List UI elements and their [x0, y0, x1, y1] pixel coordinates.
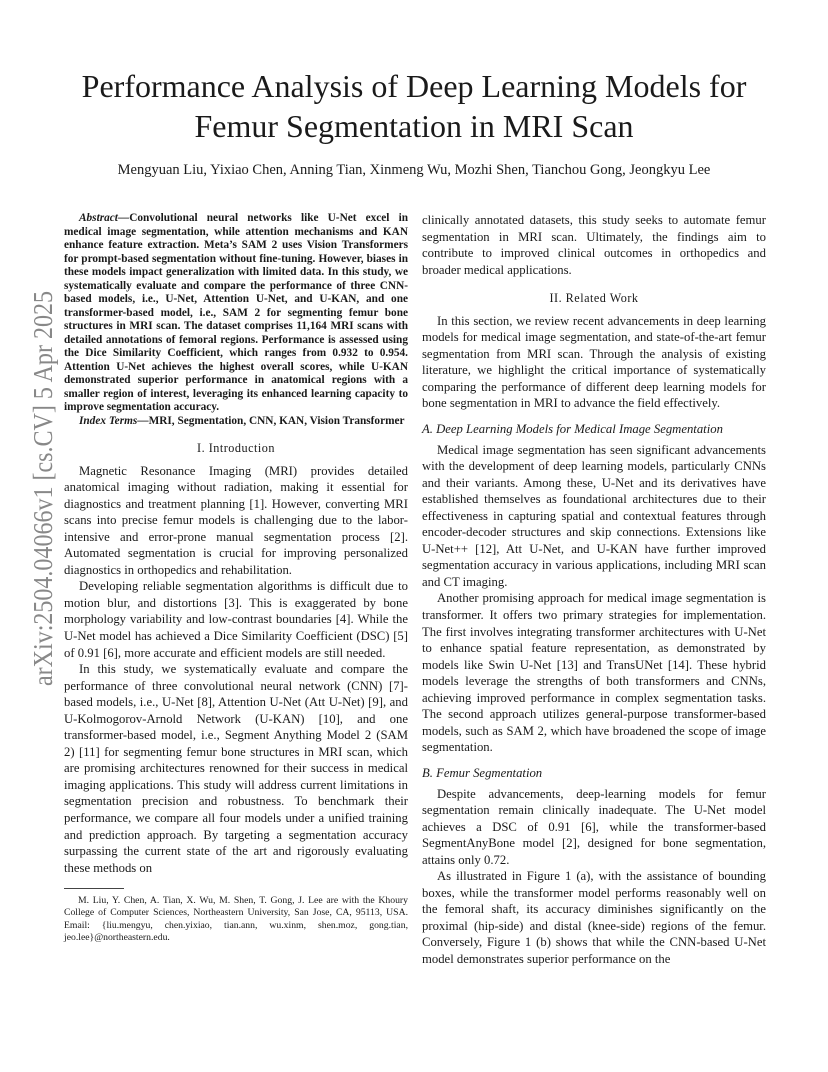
left-column — [64, 212, 408, 944]
femur-paragraph-2: As illustrated in Figure 1 (a), with the assistance of bounding boxes, while the transformer model performs reasonably well on the femoral shaft, its accuracy diminishes significantly on the proximal (hip-side) and distal (knee-side) regions of the femur. Conversely, Figure 1 (b) shows that while the CNN-based U-Net model demonstrates superior performance on the — [422, 869, 766, 966]
intro-paragraph-continued: clinically annotated datasets, this study seeks to automate femur segmentation in MRI scan. Ultimately, the findings aim to contribute to improved clinical outcomes in orthopedics and broader medical applications. — [422, 213, 766, 277]
abstract-label: Abstract— — [79, 212, 130, 224]
author-list: Mengyuan Liu, Yixiao Chen, Anning Tian, Xinmeng Wu, Mozhi Shen, Tianchou Gong, Jeongkyu Lee — [117, 162, 711, 178]
abstract-text: Convolutional neural networks like U-Net excel in medical image segmentation, while attention mechanisms and KAN enhance feature extraction. Meta’s SAM 2 uses Vision Transformers for prompt-based segmentation without fine-tuning. However, biases in these models impact generalization with limited data. In this study, we systematically evaluate and compare the performance of three CNN-based models, i.e., U-Net, Attention U-Net, and U-KAN, and one transformer-based model, i.e., SAM 2 for segmenting femur bone structures in MRI scan. The dataset comprises 11,164 MRI scans with detailed annotations of femoral regions. Performance is assessed using the Dice Similarity Coefficient, which ranges from 0.932 to 0.954. Attention U-Net achieves the highest overall scores, while U-KAN demonstrated superior performance in anatomical regions with a smaller region of interest, leveraging its enhanced learning capacity to improve segmentation accuracy. — [64, 212, 408, 413]
arxiv-identifier — [14, 242, 64, 686]
deep-learning-paragraph-1: Medical image segmentation has seen significant advancements with the development of deep learning models, particularly CNNs and their variants. Among these, U-Net and its derivatives have established themselves as foundational architectures due to their effectiveness in capturing spatial and contextual features through encoder-decoder structures and skip connections. Extensions like U-Net++ [12], Att U-Net, and U-KAN have further improved segmentation accuracy in various applications, including MRI scan and CT imaging. — [422, 442, 766, 589]
section-heading-related-work: II. Related Work — [549, 291, 639, 306]
author-affiliation-footnote: M. Liu, Y. Chen, A. Tian, X. Wu, M. Shen, T. Gong, J. Lee are with the Khoury College of Computer Sciences, Northeastern University, San Jose, CA, 95113, USA. Email: {liu.mengyu, chen.yixiao, tian.ann, wu.xinm, shen.moz, gong.tian, jeo.lee}@northeastern.edu. — [64, 895, 408, 943]
index-terms-text: —MRI, Segmentation, CNN, KAN, Vision Transformer — [137, 414, 405, 427]
subsection-heading-deep-learning: A. Deep Learning Models for Medical Image Segmentation — [422, 422, 723, 437]
title-line-1: Performance Analysis of Deep Learning Models for — [81, 68, 747, 104]
arxiv-identifier-text: arXiv:2504.04066v1 [cs.CV] 5 Apr 2025 — [28, 242, 58, 686]
intro-paragraph-1: Magnetic Resonance Imaging (MRI) provides detailed anatomical imaging without radiation, making it essential for diagnostics and treatment planning [1]. However, converting MRI scans into precise femur models is challenging due to the labor-intensive and error-prone manual segmentation process [2]. Automated segmentation is crucial for improving personalized diagnostics in orthopedics and rehabilitation. — [64, 463, 408, 577]
subsection-heading-femur: B. Femur Segmentation — [422, 765, 543, 780]
femur-paragraph-1: Despite advancements, deep-learning models for femur segmentation remain clinically inadequate. The U-Net model achieves a DSC of 0.91 [6], while the transformer-based SegmentAnyBone model [2], designed for bone segmentation, attains only 0.72. — [422, 786, 766, 867]
index-terms-label: Index Terms — [79, 414, 138, 427]
intro-paragraph-2: Developing reliable segmentation algorithms is difficult due to motion blur, and distortions [3]. This is exaggerated by bone morphology variability and low-contrast boundaries [4]. While the U-Net model has achieved a Dice Similarity Coefficient (DSC) [5] of 0.91 [6], more accurate and efficient models are still needed. — [64, 579, 408, 660]
index-terms — [64, 415, 408, 429]
deep-learning-paragraph-2: Another promising approach for medical image segmentation is transformer. It offers two primary strategies for implementation. The first involves integrating transformer architectures with U-Net to enhance spatial feature representation, as demonstrated by models like Swin U-Net [13] and TransUNet [14]. These hybrid models leverage the strengths of both transformers and CNNs, achieving improved performance in complex segmentation tasks. The second approach utilizes general-purpose transformer-based models, such as SAM 2, which have broadened the scope of image segmentation. — [422, 591, 766, 755]
related-work-paragraph-1: In this section, we review recent advancements in deep learning models for medical image segmentation, and state-of-the-art femur segmentation from MRI scan. Through the analysis of existing literature, we highlight the critical importance of systematically comparing the performance of different deep learning models for bone segmentation in MRI to advance the field effectively. — [422, 313, 766, 411]
right-column — [422, 212, 766, 968]
intro-paragraph-3: In this study, we systematically evaluate and compare the performance of three convolutional neural network (CNN) [7]-based models, i.e., U-Net [8], Attention U-Net (Att U-Net) [9], and U-Kolmogorov-Arnold Network (U-KAN) [10], and one transformer-based model, i.e., Segment Anything Model 2 (SAM 2) [11] for segmenting femur bone structures in MRI scan, which are promising architectures renowned for their success in medical imaging applications. This study will address current limitations in segmentation precision and robustness. To benchmark their performance, we compare all four models under a unified training and prediction approach. By targeting a segmentation accuracy surpassing the current state of the art and rigorously evaluating these methods on — [64, 662, 408, 875]
section-heading-introduction: I. Introduction — [197, 441, 275, 455]
title-line-2: Femur Segmentation in MRI Scan — [194, 108, 634, 144]
footnote-divider — [64, 888, 124, 889]
abstract — [64, 212, 408, 415]
paper-title — [40, 66, 788, 146]
